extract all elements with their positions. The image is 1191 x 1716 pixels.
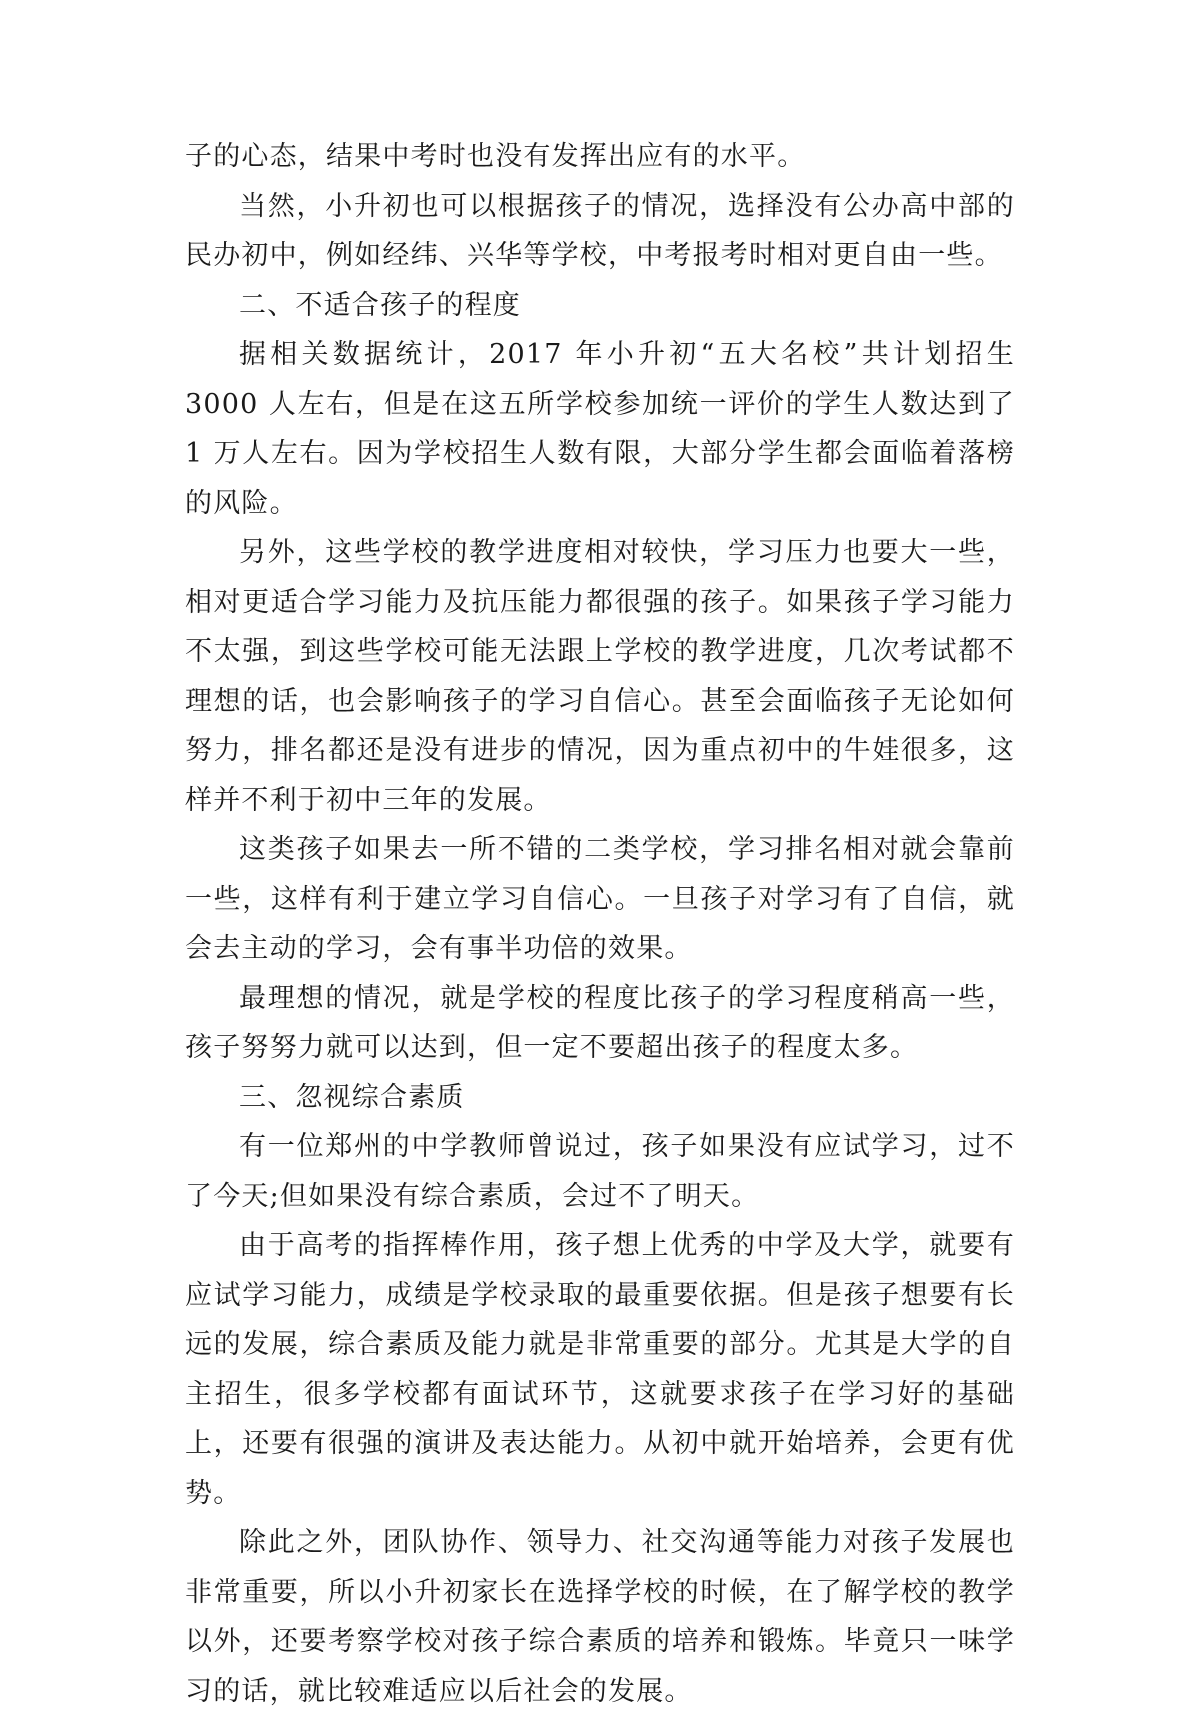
paragraph: 由于高考的指挥棒作用，孩子想上优秀的中学及大学，就要有应试学习能力，成绩是学校录取的最重要依据。但是孩子想要有长远的发展，综合素质及能力就是非常重要的部分。尤其是大学的自主招生，很多学校都有面试环节，这就要求孩子在学习好的基础上，还要有很强的演讲及表达能力。从初中就开始培养，会更有优势。 (185, 1230, 1015, 1509)
paragraph-continuation: 子的心态，结果中考时也没有发挥出应有的水平。 (185, 141, 806, 172)
paragraph: 有一位郑州的中学教师曾说过，孩子如果没有应试学习，过不了今天;但如果没有综合素质，会过不了明天。 (185, 1131, 1015, 1212)
paragraph: 另外，这些学校的教学进度相对较快，学习压力也要大一些，相对更适合学习能力及抗压能力都很强的孩子。如果孩子学习能力不太强，到这些学校可能无法跟上学校的教学进度，几次考试都不理想的话，也会影响孩子的学习自信心。甚至会面临孩子无论如何努力，排名都还是没有进步的情况，因为重点初中的牛娃很多，这样并不利于初中三年的发展。 (185, 537, 1015, 816)
document-body (185, 132, 1015, 1716)
paragraph: 这类孩子如果去一所不错的二类学校，学习排名相对就会靠前一些，这样有利于建立学习自信心。一旦孩子对学习有了自信，就会去主动的学习，会有事半功倍的效果。 (185, 834, 1015, 964)
paragraph: 除此之外，团队协作、领导力、社交沟通等能力对孩子发展也非常重要，所以小升初家长在选择学校的时候，在了解学校的教学以外，还要考察学校对孩子综合素质的培养和锻炼。毕竟只一味学习的话，就比较难适应以后社会的发展。 (185, 1527, 1015, 1707)
section-heading: 三、忽视综合素质 (239, 1081, 465, 1113)
paragraph: 据相关数据统计，2017 年小升初“五大名校”共计划招生 3000 人左右，但是在这五所学校参加统一评价的学生人数达到了 1 万人左右。因为学校招生人数有限，大部分学生都会面临着落榜的风险。 (185, 339, 1015, 519)
section-heading: 二、不适合孩子的程度 (239, 289, 521, 321)
paragraph: 最理想的情况，就是学校的程度比孩子的学习程度稍高一些，孩子努努力就可以达到，但一定不要超出孩子的程度太多。 (185, 982, 1015, 1063)
paragraph: 当然，小升初也可以根据孩子的情况，选择没有公办高中部的民办初中，例如经纬、兴华等学校，中考报考时相对更自由一些。 (185, 190, 1015, 271)
